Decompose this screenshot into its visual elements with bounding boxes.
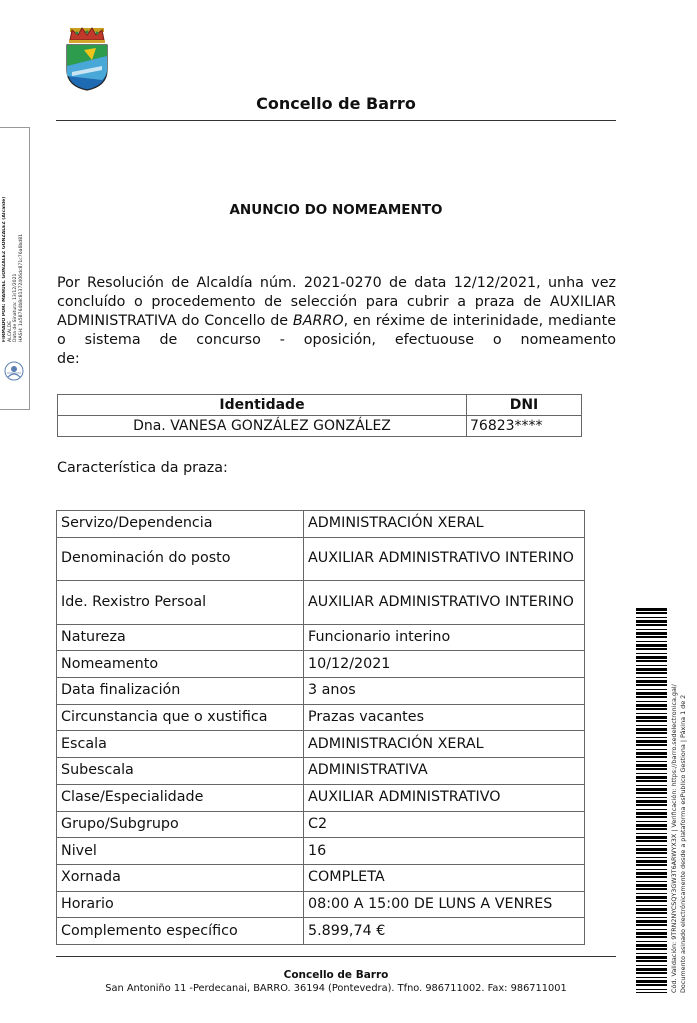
validation-text [670, 608, 692, 993]
row-key: Nomeamento [57, 651, 304, 678]
barcode-bar [636, 629, 667, 630]
barcode-bar [636, 764, 667, 767]
seal-icon [3, 360, 25, 382]
barcode-bar [636, 641, 667, 642]
barcode-bar [636, 992, 667, 993]
table-row [57, 838, 585, 865]
row-value: 08:00 A 15:00 DE LUNS A VENRES [304, 891, 585, 918]
barcode-bar [636, 932, 667, 935]
footer-title: Concello de Barro [283, 969, 389, 981]
header-title: Concello de Barro [256, 94, 416, 113]
barcode-bar [636, 780, 667, 782]
barcode-bar [636, 821, 667, 822]
barcode-bar [636, 812, 667, 815]
row-key: Ide. Rexistro Persoal [57, 581, 304, 625]
stamp-role: ALCALDE [7, 320, 13, 342]
characteristics-table [56, 510, 585, 945]
barcode-bar [636, 876, 667, 878]
document-heading: ANUNCIO DO NOMEAMENTO [229, 202, 443, 218]
barcode-bar [636, 977, 667, 978]
table-row [57, 758, 585, 785]
barcode-bar [636, 716, 667, 719]
row-value: ADMINISTRACIÓN XERAL [304, 511, 585, 538]
stamp-date: Data de Sinatura: 13/12/2021 [13, 273, 19, 342]
barcode-bar [636, 761, 667, 762]
table-row [57, 731, 585, 758]
barcode-bar [636, 941, 667, 942]
row-value: C2 [304, 811, 585, 838]
row-value: ADMINISTRACIÓN XERAL [304, 731, 585, 758]
barcode-bar [636, 924, 667, 926]
barcode-bar [636, 696, 667, 698]
row-key: Xornada [57, 864, 304, 891]
barcode-bar [636, 857, 667, 858]
table-row [57, 537, 585, 581]
row-value: AUXILIAR ADMINISTRATIVO INTERINO [304, 581, 585, 625]
barcode-bar [636, 732, 667, 734]
barcode-bar [636, 960, 667, 962]
header-divider [56, 120, 616, 121]
row-key: Nivel [57, 838, 304, 865]
barcode-bar [636, 797, 667, 798]
barcode-bar [636, 636, 667, 638]
table-row [57, 581, 585, 625]
barcode-bar [636, 864, 667, 866]
row-value: ADMINISTRATIVA [304, 758, 585, 785]
barcode-bar [636, 984, 667, 986]
barcode-bar [636, 905, 667, 906]
barcode-bar [636, 948, 667, 950]
barcode-bar [636, 773, 667, 774]
table-row [57, 511, 585, 538]
table-row [57, 918, 585, 945]
row-value: AUXILIAR ADMINISTRATIVO [304, 784, 585, 811]
table-row [57, 624, 585, 651]
row-key: Escala [57, 731, 304, 758]
barcode-bar [636, 848, 667, 851]
signature-stamp [0, 127, 30, 410]
barcode-bar [636, 804, 667, 806]
barcode-bar [636, 852, 667, 854]
barcode-bar [636, 620, 667, 623]
barcode-bar [636, 624, 667, 626]
barcode-bar [636, 653, 667, 654]
municipal-crest-logo [62, 26, 112, 92]
identity-dni: 76823**** [467, 416, 582, 437]
row-value: Funcionario interino [304, 624, 585, 651]
table-row [57, 864, 585, 891]
barcode-bar [636, 728, 667, 731]
row-key: Denominación do posto [57, 537, 304, 581]
validation-barcode [636, 608, 667, 993]
barcode-bar [636, 713, 667, 714]
barcode-bar [636, 608, 667, 611]
barcode-bar [636, 788, 667, 791]
characteristics-label: Característica da praza: [57, 460, 228, 476]
barcode-bar [636, 672, 667, 674]
dni-header: DNI [467, 395, 582, 416]
barcode-bar [636, 896, 667, 899]
table-row [57, 891, 585, 918]
barcode-bar [636, 972, 667, 974]
barcode-bar [636, 792, 667, 794]
intro-paragraph: Por Resolución de Alcaldía núm. 2021-0270 de data 12/12/2021, unha vez concluído o procedemento de selección para cubrir a praza de AUXILIAR ADMINISTRATIVA do Concello de BARRO, en réxime de interinidade, mediante o sistema de concurso - oposición, efectuouse o nomeamento de: [57, 275, 616, 367]
barcode-bar [636, 701, 667, 702]
barcode-bar [636, 800, 667, 803]
row-key: Servizo/Dependencia [57, 511, 304, 538]
barcode-bar [636, 680, 667, 683]
table-row [57, 784, 585, 811]
barcode-bar [636, 749, 667, 750]
table-row [57, 704, 585, 731]
barcode-bar [636, 668, 667, 671]
barcode-bar [636, 989, 667, 990]
row-key: Horario [57, 891, 304, 918]
barcode-bar [636, 617, 667, 618]
barcode-bar [636, 968, 667, 971]
barcode-bar [636, 893, 667, 894]
barcode-bar [636, 900, 667, 902]
barcode-bar [636, 665, 667, 666]
barcode-bar [636, 768, 667, 770]
barcode-bar [636, 632, 667, 635]
barcode-bar [636, 756, 667, 758]
barcode-bar [636, 860, 667, 863]
barcode-bar [636, 944, 667, 947]
row-value: 10/12/2021 [304, 651, 585, 678]
row-value: AUXILIAR ADMINISTRATIVO INTERINO [304, 537, 585, 581]
table-row [57, 678, 585, 705]
barcode-bar [636, 917, 667, 918]
barcode-bar [636, 809, 667, 810]
row-key: Grupo/Subgrupo [57, 811, 304, 838]
footer-divider [56, 956, 616, 957]
row-value: Prazas vacantes [304, 704, 585, 731]
barcode-bar [636, 648, 667, 650]
barcode-bar [636, 920, 667, 923]
barcode-bar [636, 833, 667, 834]
barcode-bar [636, 881, 667, 882]
barcode-bar [636, 752, 667, 755]
barcode-bar [636, 708, 667, 710]
table-row [57, 811, 585, 838]
barcode-bar [636, 740, 667, 743]
barcode-bar [636, 953, 667, 954]
barcode-bar [636, 840, 667, 842]
barcode-bar [636, 704, 667, 707]
barcode-bar [636, 816, 667, 818]
row-key: Subescala [57, 758, 304, 785]
row-key: Clase/Especialidade [57, 784, 304, 811]
barcode-bar [636, 965, 667, 966]
table-row [57, 651, 585, 678]
barcode-bar [636, 644, 667, 647]
barcode-bar [636, 776, 667, 779]
barcode-bar [636, 677, 667, 678]
barcode-bar [636, 884, 667, 887]
validation-code: Cód. Validación: 9TRN2NYCSQY3GW3T6ARWYX3X | Verificación: https://barro.sedelectronica.gal/ [670, 684, 678, 993]
barcode-bar [636, 929, 667, 930]
row-key: Circunstancia que o xustifica [57, 704, 304, 731]
row-key: Natureza [57, 624, 304, 651]
row-value: COMPLETA [304, 864, 585, 891]
barcode-bar [636, 888, 667, 890]
row-value: 16 [304, 838, 585, 865]
identity-header: Identidade [58, 395, 467, 416]
identity-name: Dna. VANESA GONZÁLEZ GONZÁLEZ [58, 416, 467, 437]
barcode-bar [636, 656, 667, 659]
barcode-bar [636, 692, 667, 695]
barcode-bar [636, 689, 667, 690]
identity-table [57, 394, 582, 437]
barcode-bar [636, 737, 667, 738]
barcode-bar [636, 869, 667, 870]
row-value: 3 anos [304, 678, 585, 705]
barcode-bar [636, 660, 667, 662]
barcode-bar [636, 845, 667, 846]
row-key: Complemento específico [57, 918, 304, 945]
barcode-bar [636, 956, 667, 959]
barcode-bar [636, 828, 667, 830]
barcode-bar [636, 612, 667, 614]
table-row [58, 416, 582, 437]
barcode-bar [636, 836, 667, 839]
barcode-bar [636, 912, 667, 914]
validation-note: Documento asinado electrónicamente desde a plataforma esPublico Gestiona | Páxina 1 de 2 [679, 694, 687, 993]
footer-address: San Antoniño 11 -Perdecanai, BARRO. 36194 (Pontevedra). Tfno. 986711002. Fax: 986711001 [105, 983, 567, 994]
barcode-bar [636, 785, 667, 786]
barcode-bar [636, 684, 667, 686]
stamp-hash: HASH: 1a58764b8c81372406dc871c76a6bd81 [18, 233, 24, 342]
barcode-bar [636, 744, 667, 746]
barcode-bar [636, 824, 667, 827]
barcode-bar [636, 725, 667, 726]
barcode-bar [636, 936, 667, 938]
barcode-bar [636, 980, 667, 983]
stamp-signer: FIRMADO POR: MANUEL GONZÁLEZ GONZÁLEZ (Alcalde) [2, 196, 7, 342]
row-value: 5.899,74 € [304, 918, 585, 945]
row-key: Data finalización [57, 678, 304, 705]
barcode-bar [636, 872, 667, 875]
barcode-bar [636, 908, 667, 911]
barcode-bar [636, 720, 667, 722]
